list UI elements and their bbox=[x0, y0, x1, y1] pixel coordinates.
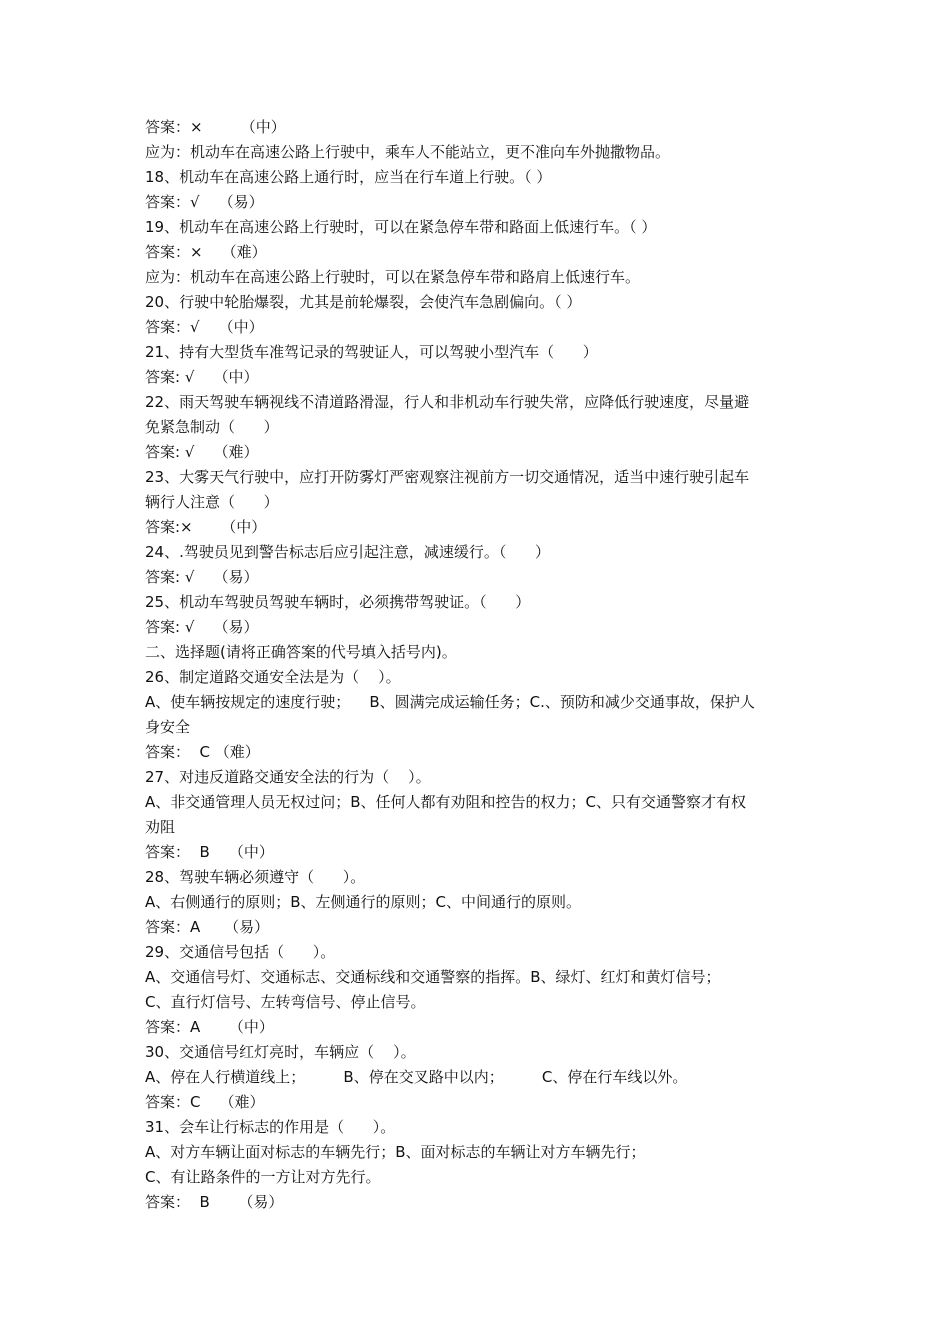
text-line: A、停在人行横道线上； B、停在交叉路中以内； C、停在行车线以外。 bbox=[145, 1068, 688, 1086]
text-line: 25、机动车驾驶员驾驶车辆时，必须携带驾驶证。（ ） bbox=[145, 593, 531, 611]
text-line: 答案： C （难） bbox=[145, 743, 260, 761]
text-line: A、使车辆按规定的速度行驶； B、圆满完成运输任务；C.、预防和减少交通事故，保护人 bbox=[145, 693, 755, 711]
text-line: 31、会车让行标志的作用是（ ）。 bbox=[145, 1118, 396, 1136]
text-line: 答案：× （难） bbox=[145, 243, 267, 261]
text-line: 30、交通信号红灯亮时，车辆应（ ）。 bbox=[145, 1043, 416, 1061]
text-line: 答案：A （易） bbox=[145, 918, 270, 936]
text-line: 答案： B （易） bbox=[145, 1193, 284, 1211]
text-line: 答案：C （难） bbox=[145, 1093, 265, 1111]
text-line: 二、选择题(请将正确答案的代号填入括号内)。 bbox=[145, 643, 457, 661]
text-line: 22、雨天驾驶车辆视线不清道路滑湿，行人和非机动车行驶失常，应降低行驶速度，尽量避 bbox=[145, 393, 750, 411]
text-line: C、直行灯信号、左转弯信号、停止信号。 bbox=[145, 993, 426, 1011]
text-line: A、交通信号灯、交通标志、交通标线和交通警察的指挥。B、绿灯、红灯和黄灯信号； bbox=[145, 968, 721, 986]
text-line: 答案：A （中） bbox=[145, 1018, 274, 1036]
text-line: 免紧急制动（ ） bbox=[145, 418, 279, 436]
text-line: 应为：机动车在高速公路上行驶中，乘车人不能站立，更不准向车外抛撒物品。 bbox=[145, 143, 671, 161]
text-line: 27、对违反道路交通安全法的行为（ ）。 bbox=[145, 768, 431, 786]
text-line: 劝阻 bbox=[145, 818, 176, 836]
text-line: 21、持有大型货车准驾记录的驾驶证人，可以驾驶小型汽车（ ） bbox=[145, 343, 598, 361]
text-line: 29、交通信号包括（ ）。 bbox=[145, 943, 336, 961]
document-page bbox=[145, 115, 810, 1215]
text-line: 答案：√ （易） bbox=[145, 193, 264, 211]
text-line: 应为：机动车在高速公路上行驶时，可以在紧急停车带和路肩上低速行车。 bbox=[145, 268, 641, 286]
text-line: 23、大雾天气行驶中，应打开防雾灯严密观察注视前方一切交通情况，适当中速行驶引起车 bbox=[145, 468, 750, 486]
text-line: 答案: √ （难） bbox=[145, 443, 259, 461]
text-line: 18、机动车在高速公路上通行时，应当在行车道上行驶。（ ） bbox=[145, 168, 552, 186]
text-line: A、对方车辆让面对标志的车辆先行；B、面对标志的车辆让对方车辆先行； bbox=[145, 1143, 646, 1161]
text-line: 28、驾驶车辆必须遵守（ ）。 bbox=[145, 868, 366, 886]
text-line: 答案： B （中） bbox=[145, 843, 274, 861]
text-line: A、右侧通行的原则；B、左侧通行的原则；C、中间通行的原则。 bbox=[145, 893, 582, 911]
text-line: 答案: √ （易） bbox=[145, 618, 259, 636]
text-line: C、有让路条件的一方让对方先行。 bbox=[145, 1168, 381, 1186]
text-line: 答案: √ （中） bbox=[145, 368, 259, 386]
text-line: 答案：× （中） bbox=[145, 118, 286, 136]
text-line: 答案: √ （易） bbox=[145, 568, 259, 586]
text-line: 26、制定道路交通安全法是为（ ）。 bbox=[145, 668, 401, 686]
text-line: 身安全 bbox=[145, 718, 191, 736]
text-line: 答案：√ （中） bbox=[145, 318, 264, 336]
text-line: 20、行驶中轮胎爆裂，尤其是前轮爆裂，会使汽车急剧偏向。（ ） bbox=[145, 293, 582, 311]
text-line: A、非交通管理人员无权过问；B、任何人都有劝阻和控告的权力；C、只有交通警察才有权 bbox=[145, 793, 747, 811]
text-line: 24、.驾驶员见到警告标志后应引起注意，减速缓行。（ ） bbox=[145, 543, 550, 561]
text-line: 答案:× （中） bbox=[145, 518, 267, 536]
text-line: 辆行人注意（ ） bbox=[145, 493, 279, 511]
text-line: 19、机动车在高速公路上行驶时，可以在紧急停车带和路面上低速行车。（ ） bbox=[145, 218, 657, 236]
